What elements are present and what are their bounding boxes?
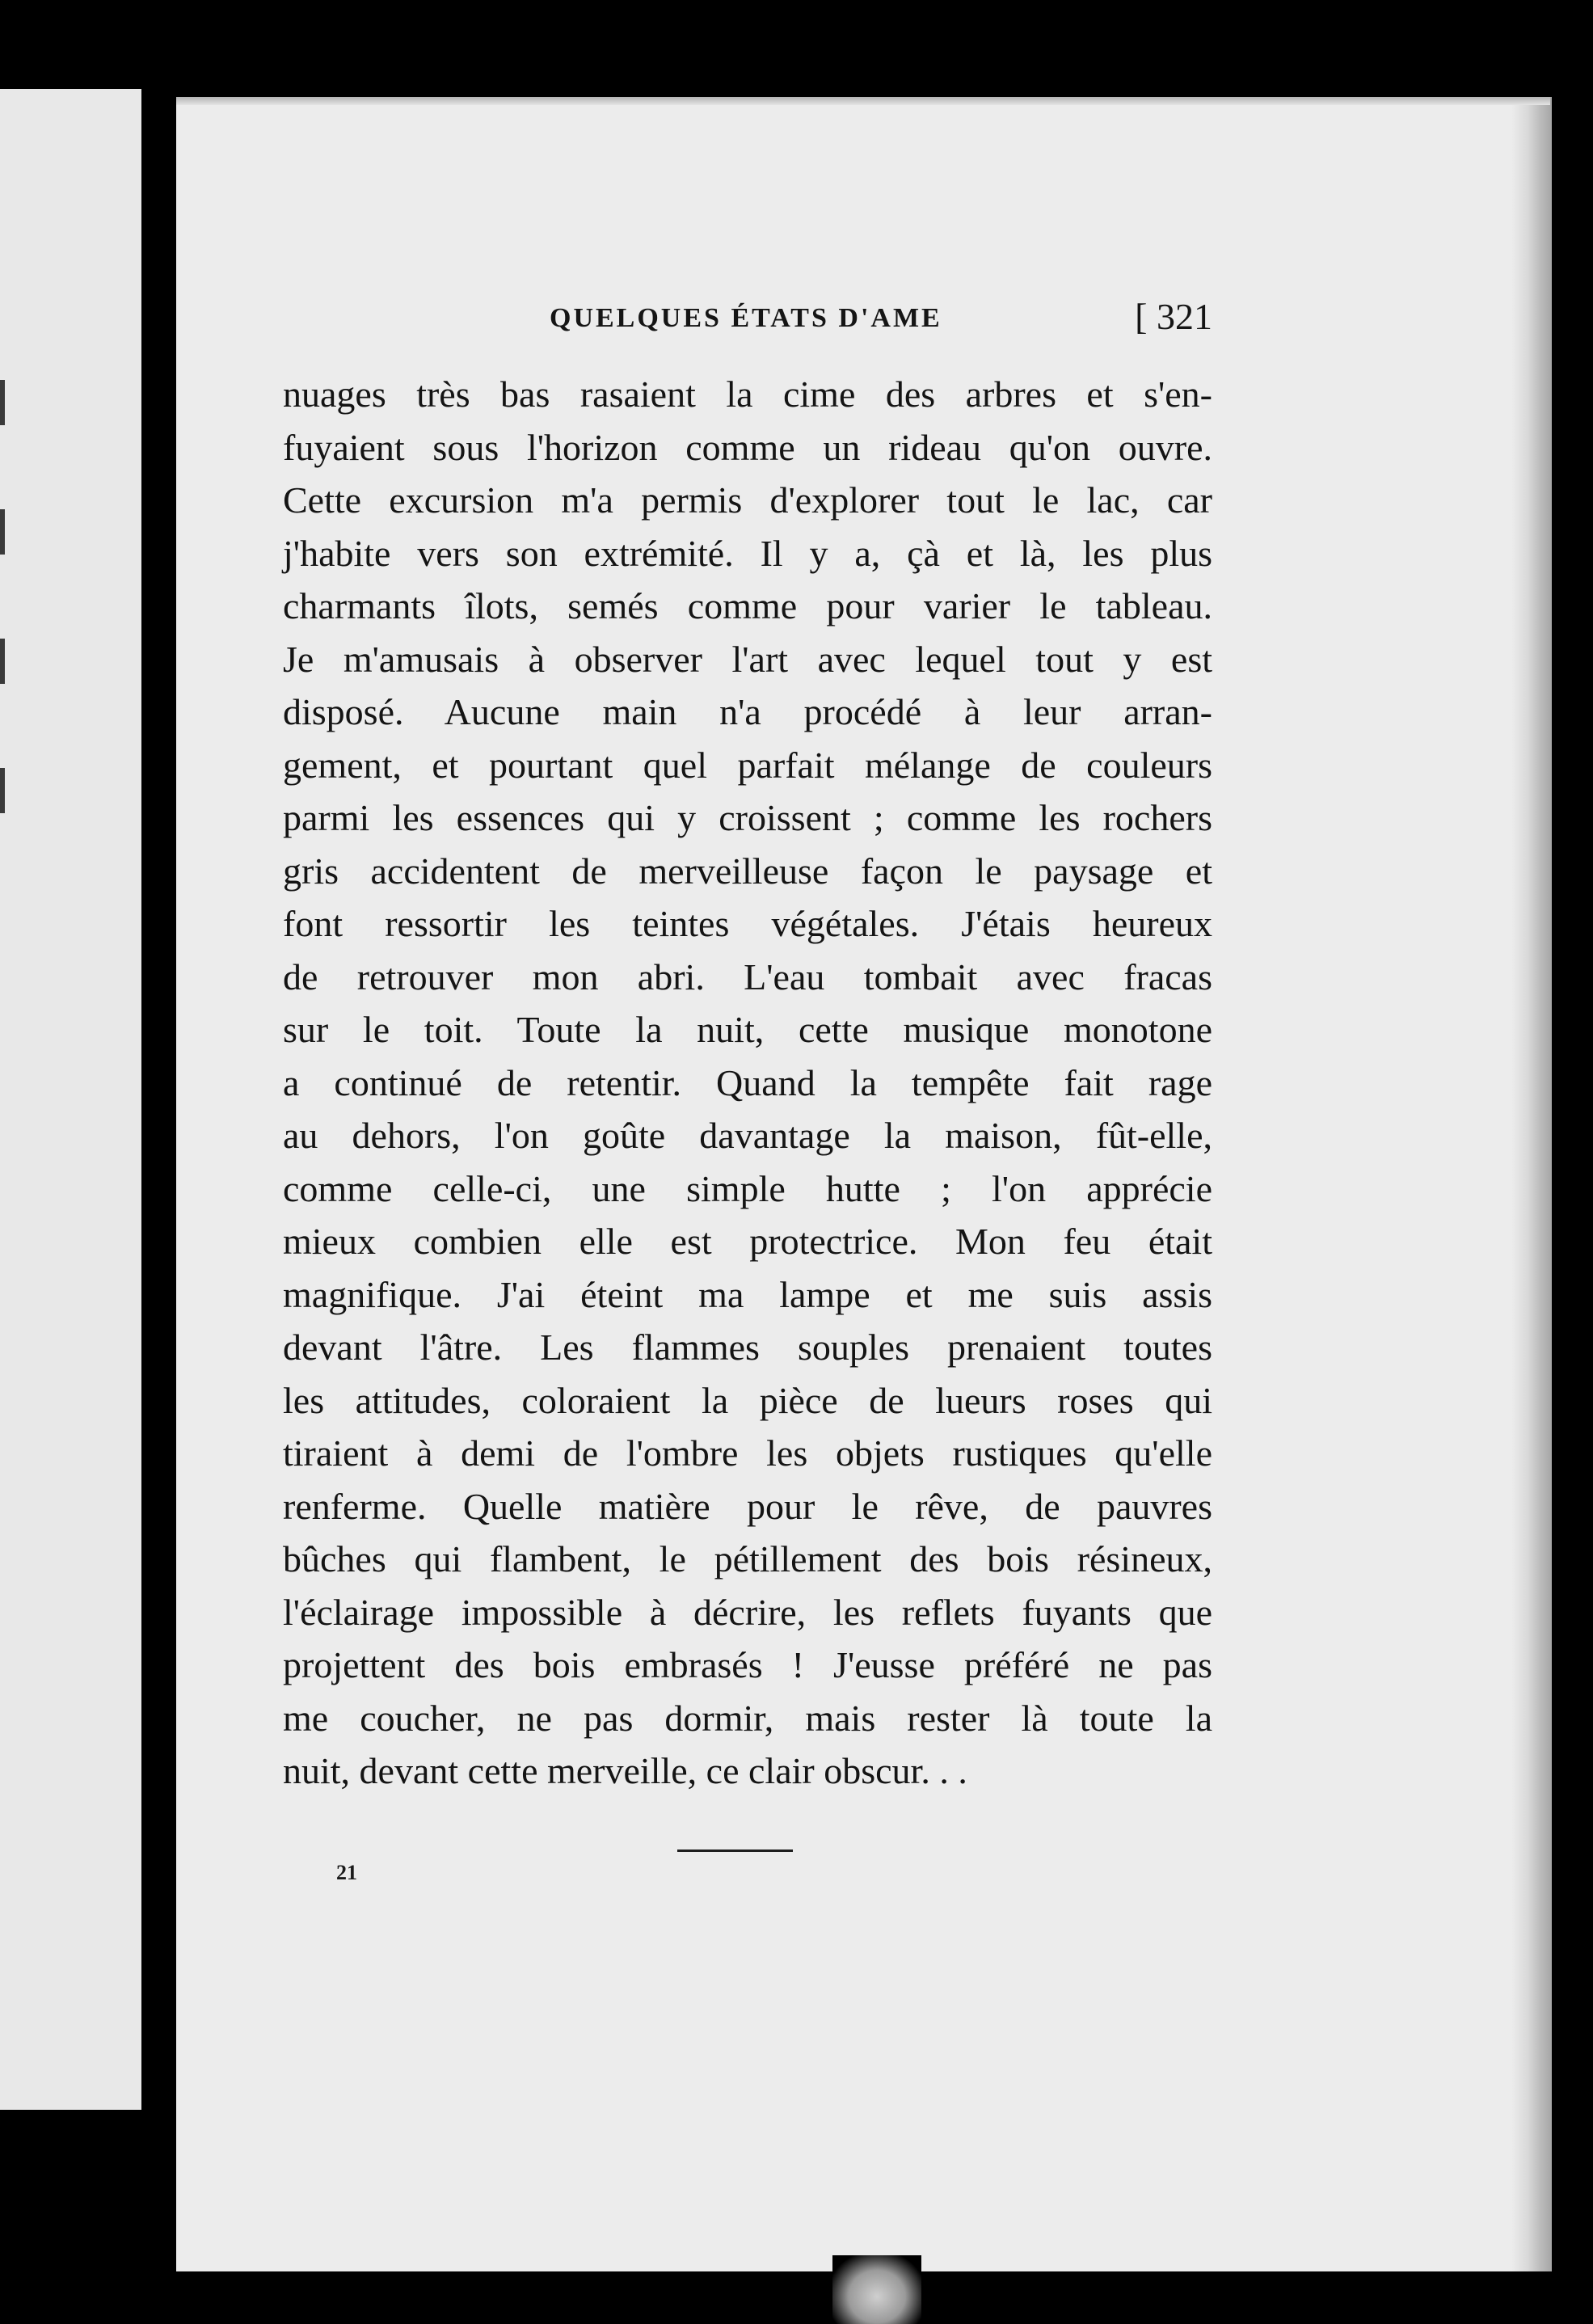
text-line: gris accidentent de merveilleuse façon le paysage et (283, 850, 1212, 892)
text-line: Je m'amusais à observer l'art avec lequel tout y est (283, 638, 1212, 680)
text-line: gement, et pourtant quel parfait mélange de couleurs (283, 744, 1212, 786)
text-line: au dehors, l'on goûte davantage la maison, fût-elle, (283, 1115, 1212, 1156)
text-line: font ressortir les teintes végétales. J'étais heureux (283, 903, 1212, 944)
text-line: l'éclairage impossible à décrire, les reflets fuyants que (283, 1591, 1212, 1633)
text-line: bûches qui flambent, le pétillement des bois résineux, (283, 1538, 1212, 1580)
text-line: fuyaient sous l'horizon comme un rideau qu'on ouvre. (283, 426, 1212, 468)
text-line: mieux combien elle est protectrice. Mon feu était (283, 1221, 1212, 1262)
facing-page-text-mark (0, 639, 5, 684)
page-number: [ 321 (1135, 296, 1212, 337)
text-line: de retrouver mon abri. L'eau tombait avec fracas (283, 955, 1212, 998)
facing-page-text-mark (0, 380, 5, 425)
text-line: charmants îlots, semés comme pour varier le tableau. (283, 585, 1212, 626)
text-line: a continué de retentir. Quand la tempête fait rage (283, 1061, 1212, 1103)
text-line: me coucher, ne pas dormir, mais rester là toute la (283, 1697, 1212, 1739)
text-line: magnifique. J'ai éteint ma lampe et me suis assis (283, 1273, 1212, 1315)
text-line: les attitudes, coloraient la pièce de lueurs roses qui (283, 1379, 1212, 1421)
section-end-rule (677, 1849, 793, 1852)
text-line: parmi les essences qui y croissent ; comme les rochers (283, 797, 1212, 838)
text-line: j'habite vers son extrémité. Il y a, çà et là, les plus (283, 532, 1212, 574)
page-fore-edge (1511, 97, 1552, 2271)
running-title: QUELQUES ÉTATS D'AME (550, 303, 942, 333)
text-line: renferme. Quelle matière pour le rêve, de pauvres (283, 1485, 1212, 1527)
text-line: disposé. Aucune main n'a procédé à leur arran- (283, 691, 1212, 732)
facing-page-edge (0, 89, 141, 2110)
text-line: devant l'âtre. Les flammes souples prenaient toutes (283, 1326, 1212, 1368)
text-line: tiraient à demi de l'ombre les objets rustiques qu'elle (283, 1432, 1212, 1474)
text-line: nuages très bas rasaient la cime des arbres et s'en- (283, 373, 1212, 415)
signature-mark: 21 (336, 1861, 357, 1884)
binding-shadow (832, 2255, 921, 2324)
text-line: Cette excursion m'a permis d'explorer tout le lac, car (283, 479, 1212, 521)
text-line: comme celle-ci, une simple hutte ; l'on apprécie (283, 1167, 1212, 1209)
text-line: projettent des bois embrasés ! J'eusse préféré ne pas (283, 1644, 1212, 1685)
text-line: sur le toit. Toute la nuit, cette musique monotone (283, 1009, 1212, 1050)
body-text (283, 368, 1212, 1798)
facing-page-text-mark (0, 768, 5, 813)
running-header (550, 295, 1212, 344)
facing-page-text-mark (0, 509, 5, 555)
page-top-edge (176, 97, 1550, 105)
text-line: nuit, devant cette merveille, ce clair obscur. . . (283, 1750, 967, 1791)
